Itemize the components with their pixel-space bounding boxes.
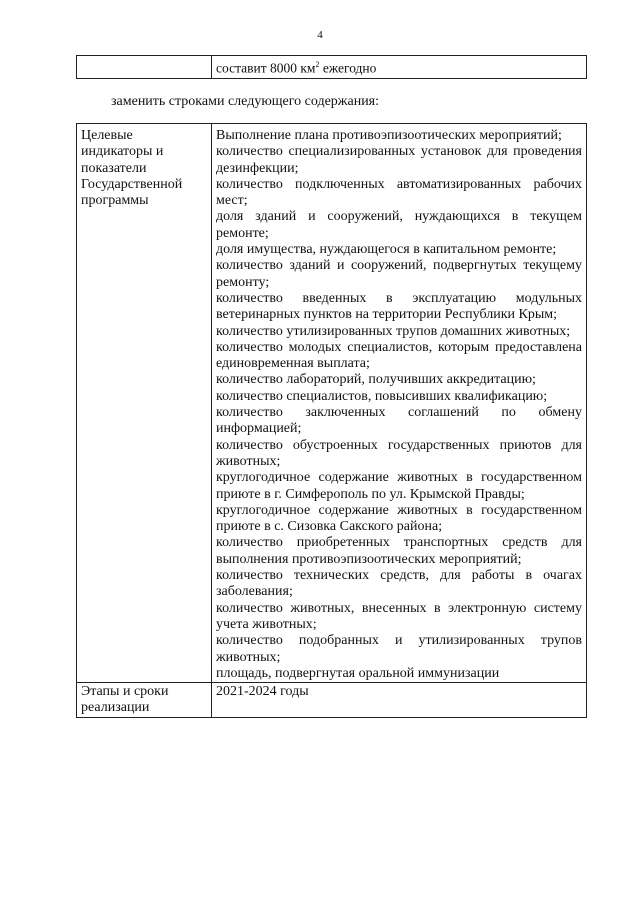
list-item: количество утилизированных трупов домашних животных;: [216, 323, 571, 339]
empty-cell: [77, 56, 212, 79]
table-row: [77, 56, 587, 79]
area-cell: [212, 56, 587, 79]
list-item: круглогодичное содержание животных в государственном приюте в г. Симферополь по ул. Крымской Правды;: [216, 470, 582, 502]
table-row: [77, 124, 587, 683]
list-item: количество заключенных соглашений по обмену информацией;: [216, 405, 582, 437]
list-item: количество молодых специалистов, которым предоставлена единовременная выплата;: [216, 339, 582, 372]
list-item: круглогодичное содержание животных в государственном приюте в с. Сизовка Сакского района;: [216, 502, 582, 535]
label-line: индикаторы и: [81, 144, 164, 160]
list-item: доля имущества, нуждающегося в капитальном ремонте;: [216, 242, 557, 258]
label-line: показатели: [81, 160, 147, 176]
area-superscript: 2: [315, 60, 320, 69]
list-item: количество лабораторий, получивших аккредитацию;: [216, 372, 536, 388]
replace-instruction: заменить строками следующего содержания:: [111, 94, 380, 109]
list-item: количество технических средств, для работы в очагах заболевания;: [216, 568, 582, 600]
area-suffix: ежегодно: [319, 60, 377, 76]
list-item: количество обустроенных государственных приютов для животных;: [216, 437, 582, 469]
stages-value-cell: 2021-2024 годы: [212, 683, 587, 718]
indicators-list-cell: [212, 124, 587, 683]
list-item: количество подобранных и утилизированных трупов животных;: [216, 633, 582, 665]
list-item: количество специализированных установок для проведения дезинфекции;: [216, 144, 582, 176]
list-item: количество подключенных автоматизированных рабочих мест;: [216, 176, 582, 209]
area-text: составит 8000 км: [216, 60, 316, 76]
label-line: реализации: [81, 700, 150, 716]
label-line: Этапы и сроки: [81, 684, 169, 700]
label-line: Целевые: [81, 128, 133, 143]
list-item: Выполнение плана противоэпизоотических мероприятий;: [216, 128, 562, 143]
list-item: площадь, подвергнутая оральной иммунизации: [216, 665, 500, 681]
list-item: доля зданий и сооружений, нуждающихся в текущем ремонте;: [216, 209, 582, 241]
list-item: количество введенных в эксплуатацию модульных ветеринарных пунктов на территории Республики Крым;: [216, 290, 582, 323]
list-item: количество зданий и сооружений, подвергнутых текущему ремонту;: [216, 258, 582, 290]
table-row: [77, 683, 587, 718]
label-line: программы: [81, 193, 149, 209]
list-item: количество специалистов, повысивших квалификацию;: [216, 388, 548, 404]
stages-label-cell: [77, 683, 212, 718]
label-line: Государственной: [81, 176, 183, 192]
previous-table-fragment: [76, 55, 587, 79]
indicators-label-cell: [77, 124, 212, 683]
program-passport-table: [76, 123, 587, 718]
list-item: количество животных, внесенных в электронную систему учета животных;: [216, 600, 582, 632]
page-number: 4: [317, 29, 323, 41]
list-item: количество приобретенных транспортных средств для выполнения противоэпизоотических мероприятий;: [216, 535, 582, 567]
